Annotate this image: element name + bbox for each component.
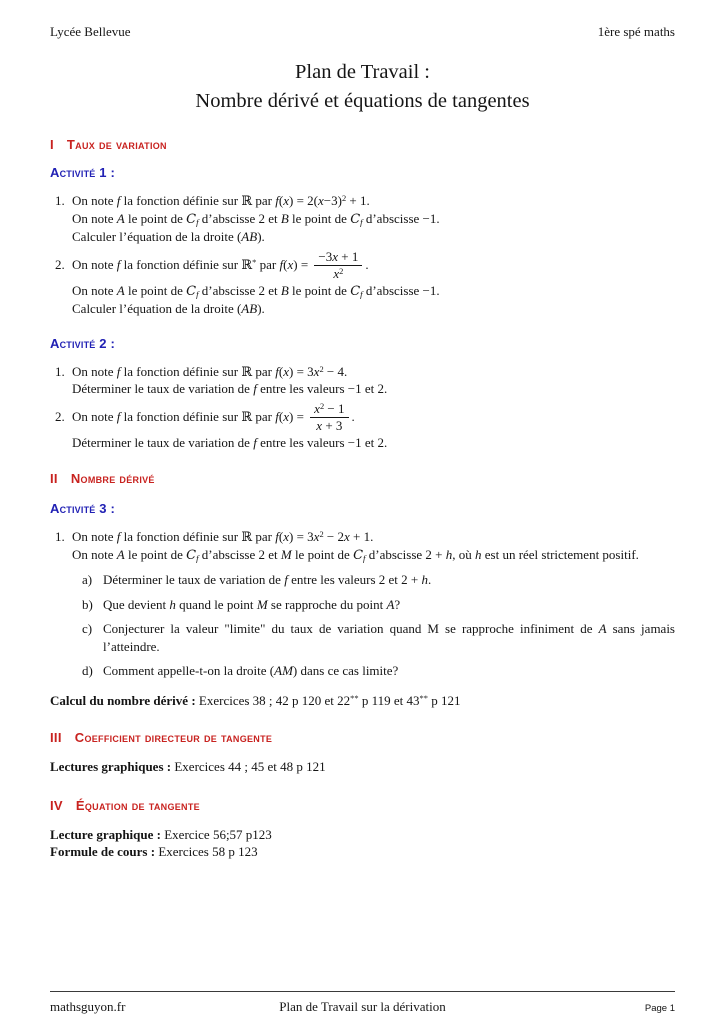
text-line: [72, 300, 675, 318]
text-run: , où: [452, 546, 475, 562]
text-run: ).: [257, 229, 265, 244]
sub-item-text: [103, 620, 675, 655]
text-run: Formule de cours :: [50, 844, 159, 860]
text-run: x: [316, 418, 323, 434]
text-line: [72, 210, 675, 229]
text-run: C: [353, 547, 364, 563]
text-run: C: [186, 547, 197, 563]
text-run: ?: [394, 596, 401, 612]
text-run: C: [350, 211, 361, 227]
text-run: On note: [72, 546, 117, 562]
item-body: [72, 250, 675, 318]
text-run: 2: [319, 529, 324, 540]
text-run: Conjecturer la valeur "limite" du taux de variation quand M se rapproche infiniment de: [103, 621, 599, 637]
text-run: p 119 et 43: [358, 692, 420, 708]
text-run: + 1.: [346, 193, 370, 208]
text-run: On note: [72, 529, 117, 545]
text-run: le point de: [291, 546, 354, 562]
item-body: [72, 363, 675, 398]
text-run: − 4.: [323, 363, 348, 379]
text-run: .: [365, 256, 369, 272]
text-run: ) = 2(: [289, 193, 318, 208]
text-run: f: [284, 572, 288, 588]
text-run: h: [421, 572, 429, 588]
text-run: la fonction définie sur ℝ: [120, 256, 253, 272]
text-run: d’abscisse 2 et: [198, 282, 281, 298]
text-run: On note: [72, 363, 117, 379]
text-run: .: [428, 572, 432, 588]
text-run: la fonction définie sur ℝ par: [120, 193, 276, 208]
text-run: f: [253, 434, 257, 450]
document-header: [50, 24, 675, 40]
text-run: x: [283, 193, 289, 208]
section-heading: [50, 470, 675, 487]
item-body: [72, 402, 675, 452]
text-run: M: [256, 596, 268, 612]
text-run: f: [275, 363, 279, 379]
item-number: 1.: [55, 363, 65, 379]
text-run: + 3: [322, 418, 343, 434]
text-run: −3: [318, 248, 333, 264]
text-line: [72, 434, 675, 452]
text-run: f: [116, 363, 121, 379]
item-body: [72, 528, 675, 680]
text-run: **: [419, 692, 428, 703]
sub-item-letter: a): [82, 572, 93, 588]
header-school: Lycée Bellevue: [50, 24, 131, 39]
text-run: par: [256, 256, 280, 272]
text-run: entre les valeurs −1 et 2.: [256, 381, 388, 397]
text-run: ) =: [293, 256, 312, 272]
text-run: On note: [72, 210, 117, 226]
text-run: f: [196, 552, 199, 563]
text-run: **: [350, 692, 359, 703]
text-run: Lecture graphique :: [50, 826, 165, 842]
text-run: A: [598, 621, 607, 637]
text-run: se rapproche du point: [267, 596, 387, 612]
text-run: Déterminer le taux de variation de: [72, 434, 254, 450]
section-label: Nombre dérivé: [70, 471, 155, 487]
text-run: C: [186, 211, 197, 227]
text-run: (: [278, 363, 284, 379]
fraction: [310, 402, 348, 434]
paragraph: [50, 758, 675, 776]
text-run: Exercice 56;57 p123: [164, 826, 272, 842]
text-run: est un réel strictement positif.: [481, 546, 639, 562]
text-run: ) =: [289, 408, 308, 424]
text-line: [50, 826, 675, 844]
sub-item-letter: c): [82, 621, 93, 637]
text-line: [50, 692, 675, 710]
section-numeral: III: [50, 730, 62, 746]
page-footer: [50, 991, 675, 1015]
text-run: x: [333, 266, 340, 282]
text-run: A: [116, 546, 125, 562]
list-item: [50, 363, 675, 398]
sub-item: [82, 662, 675, 680]
text-run: Calculer l’équation de la droite (: [72, 301, 242, 317]
text-run: *: [252, 256, 257, 267]
text-run: B: [280, 210, 289, 226]
text-run: la fonction définie sur ℝ par: [120, 529, 276, 545]
text-run: On note: [72, 408, 117, 424]
list-item: [50, 402, 675, 452]
text-run: (: [283, 256, 288, 272]
text-run: f: [363, 552, 366, 563]
section-label: Équation de tangente: [75, 797, 200, 813]
item-body: [72, 192, 675, 246]
text-run: Exercices 38 ; 42 p 120 et 22: [198, 692, 351, 708]
text-run: ).: [257, 301, 265, 317]
sub-item: [82, 620, 675, 655]
text-run: f: [279, 256, 284, 272]
footer-page-number: Page 1: [644, 1003, 676, 1014]
text-run: − 2: [323, 529, 345, 545]
text-line: [72, 402, 675, 434]
text-run: C: [350, 283, 361, 299]
text-run: x: [344, 529, 350, 545]
text-run: ) = 3: [289, 529, 314, 545]
text-run: x: [318, 193, 324, 208]
text-run: le point de: [124, 210, 187, 226]
section-heading: [50, 729, 675, 746]
text-run: (: [278, 193, 284, 208]
text-line: [72, 546, 675, 565]
text-line: [72, 282, 675, 301]
text-line: [72, 528, 675, 546]
text-run: x: [283, 529, 289, 545]
text-run: x: [313, 363, 320, 379]
text-run: Que devient: [103, 596, 170, 612]
sub-item-text: [103, 662, 675, 680]
text-run: d’abscisse 2 et: [198, 210, 281, 226]
list-item: [50, 250, 675, 318]
fraction: [314, 250, 362, 282]
item-number: 2.: [55, 408, 65, 424]
text-run: f: [196, 216, 199, 227]
text-run: A: [386, 596, 395, 612]
text-run: On note: [72, 282, 117, 298]
section-heading: [50, 136, 675, 153]
text-run: A: [116, 210, 125, 226]
sub-item: [82, 596, 675, 614]
section-numeral: IV: [50, 797, 63, 813]
text-run: + 1: [338, 248, 359, 264]
text-run: A: [116, 282, 125, 298]
page-title-line1: Plan de Travail :: [295, 61, 430, 83]
text-run: sans jamais l’atteindre.: [103, 621, 675, 654]
text-line: [72, 228, 675, 246]
text-run: Exercices 58 p 123: [158, 844, 258, 860]
section-label: Coefficient directeur de tangente: [74, 730, 273, 746]
item-number: 2.: [55, 256, 65, 272]
text-run: x: [283, 408, 289, 424]
text-run: Déterminer le taux de variation de: [72, 381, 254, 397]
item-number: 1.: [55, 193, 65, 208]
activity-heading: Activité 1 :: [50, 165, 116, 180]
text-run: 2: [319, 363, 324, 374]
text-run: Comment appelle-t-on la droite (: [103, 663, 275, 679]
text-run: Calculer l’équation de la droite (: [72, 229, 242, 244]
text-line: [72, 363, 675, 381]
text-run: le point de: [124, 546, 187, 562]
list-item: [50, 528, 675, 680]
footer-site: mathsguyon.fr: [50, 999, 126, 1014]
text-run: f: [360, 288, 363, 299]
text-run: le point de: [288, 282, 351, 298]
text-run: .: [351, 408, 355, 424]
text-run: M: [280, 546, 292, 562]
text-run: quand le point: [175, 596, 257, 612]
section-numeral: I: [50, 137, 54, 152]
text-run: la fonction définie sur ℝ par: [120, 408, 276, 424]
text-run: Exercices 44 ; 45 et 48 p 121: [174, 759, 326, 775]
text-run: f: [116, 408, 121, 424]
text-run: le point de: [124, 282, 187, 298]
text-run: d’abscisse −1.: [362, 282, 440, 298]
fraction-numerator: [314, 250, 362, 267]
fraction-numerator: [310, 402, 348, 419]
text-run: x: [283, 363, 289, 379]
text-run: p 121: [427, 692, 461, 708]
page-title-line2: Nombre dérivé et équations de tangentes: [195, 90, 530, 112]
text-run: ) = 3: [289, 363, 314, 379]
text-run: h: [445, 546, 453, 562]
page-title: [50, 58, 675, 116]
text-run: 2: [341, 193, 347, 204]
text-run: entre les valeurs −1 et 2.: [256, 434, 388, 450]
text-run: AB: [241, 229, 258, 244]
sub-item-letter: d): [82, 663, 93, 679]
text-line: [72, 192, 675, 210]
sub-item-text: [103, 596, 675, 614]
document-body: [50, 136, 675, 861]
text-run: Calcul du nombre dérivé :: [50, 692, 199, 708]
text-line: [72, 380, 675, 398]
section-label: Taux de variation: [66, 137, 167, 152]
text-run: Lectures graphiques :: [50, 759, 175, 775]
text-run: f: [275, 193, 279, 208]
text-run: (: [278, 529, 284, 545]
fraction-denominator: [329, 266, 347, 282]
text-run: entre les valeurs 2 et 2 +: [287, 572, 422, 588]
list-item: [50, 192, 675, 246]
text-run: h: [169, 596, 176, 612]
section-numeral: II: [50, 471, 58, 487]
text-run: AB: [241, 301, 258, 317]
text-run: d’abscisse −1.: [362, 210, 440, 226]
text-run: f: [253, 381, 257, 397]
text-run: h: [475, 546, 482, 562]
text-run: AM: [274, 663, 293, 679]
activity-heading: Activité 3 :: [50, 501, 116, 517]
text-run: ) dans ce cas limite?: [292, 663, 399, 679]
text-run: f: [275, 408, 279, 424]
sub-item-text: [103, 571, 675, 589]
text-line: [50, 758, 675, 776]
text-run: f: [116, 529, 121, 545]
text-run: x: [314, 400, 320, 416]
text-run: f: [360, 216, 363, 227]
text-run: − 1: [324, 400, 345, 416]
sub-item-letter: b): [82, 596, 93, 612]
paragraph: [50, 826, 675, 861]
text-run: x: [313, 529, 320, 545]
text-run: B: [280, 282, 289, 298]
text-run: le point de: [288, 210, 351, 226]
text-run: −3): [323, 193, 342, 208]
section-heading: [50, 797, 675, 814]
text-run: + 1.: [349, 529, 374, 545]
sub-item: [82, 571, 675, 589]
text-run: C: [186, 283, 197, 299]
text-run: On note: [72, 193, 117, 208]
text-line: [50, 843, 675, 861]
footer-document-title: Plan de Travail sur la dérivation: [279, 999, 446, 1014]
fraction-denominator: [312, 418, 346, 434]
text-run: f: [196, 288, 199, 299]
text-run: (: [278, 408, 284, 424]
text-run: x: [287, 256, 294, 272]
text-run: 2: [319, 400, 325, 411]
text-run: f: [116, 256, 121, 272]
item-number: 1.: [55, 529, 65, 545]
text-run: d’abscisse 2 et: [198, 546, 281, 562]
text-run: Déterminer le taux de variation de: [103, 572, 285, 588]
text-run: x: [332, 248, 339, 264]
text-run: f: [275, 529, 279, 545]
text-line: [72, 250, 675, 282]
text-run: la fonction définie sur ℝ par: [120, 363, 276, 379]
text-run: d’abscisse 2 +: [365, 546, 446, 562]
text-run: 2: [339, 266, 344, 277]
header-class-level: 1ère spé maths: [597, 24, 675, 39]
activity-heading: Activité 2 :: [50, 335, 116, 351]
paragraph: [50, 692, 675, 710]
text-run: f: [116, 193, 121, 208]
text-run: On note: [72, 256, 117, 272]
